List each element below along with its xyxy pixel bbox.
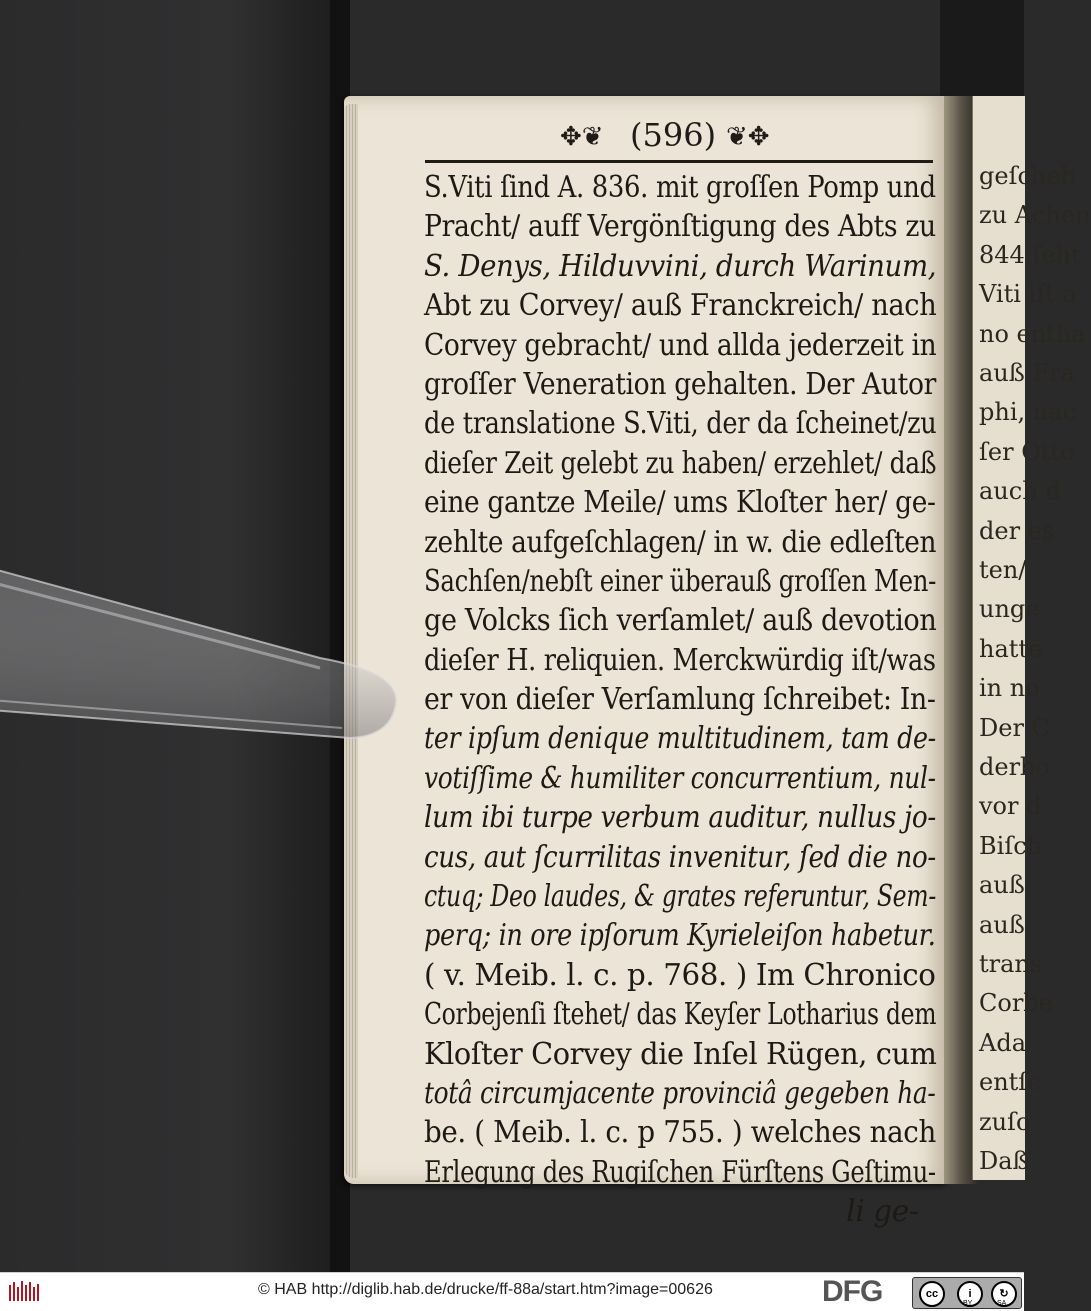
facing-page-line: trans — [979, 950, 1043, 978]
catchword: li ge- — [846, 1194, 919, 1230]
by-attribution-icon: i — [957, 1281, 983, 1307]
text-line: Pracht/ auff Vergönſtigung des Abts zu — [424, 209, 936, 245]
facing-page-line: auch d — [979, 477, 1061, 506]
dfg-logo: DFG — [822, 1275, 883, 1308]
text-line: Sachſen/nebſt einer überauß groſſen Men- — [424, 563, 937, 599]
ornament-left-icon: ✥❦ — [560, 122, 604, 152]
glass-page-weight-icon — [0, 560, 410, 750]
text-line: Corbejenſi ſtehet/ das Keyſer Lotharius dem — [424, 997, 937, 1033]
facing-page-line: ſer Otto — [979, 437, 1075, 466]
page-body-text — [424, 168, 944, 1232]
sa-share-alike-icon: ↻ — [991, 1281, 1017, 1307]
footer-bar — [0, 1272, 1024, 1311]
facing-page-line: ten/ — [979, 556, 1027, 584]
facing-page-line: entſc — [979, 1068, 1041, 1097]
text-line: zehlte aufgeſchlagen/ in w. die edleſten — [424, 524, 937, 560]
facing-page-line: hatte — [979, 634, 1043, 663]
text-line: er von dieſer Verſamlung ſchreibet: In- — [424, 682, 936, 718]
text-line: perq; in ore ipſorum Kyrieleiſon habetur. — [424, 918, 936, 954]
facing-page-line: Daß — [979, 1147, 1029, 1175]
facing-page-line: der es — [979, 516, 1055, 545]
text-line: totâ circumjacente provinciâ gegeben ha- — [424, 1075, 936, 1111]
facing-page-line: unge — [979, 595, 1040, 624]
ornament-right-icon: ❦✥ — [726, 122, 770, 152]
copyright-link[interactable]: © HAB http://diglib.hab.de/drucke/ff-88a/start.htm?image=00626 — [258, 1281, 713, 1298]
by-label: BY — [963, 1300, 973, 1307]
facing-page-line: Biſch — [979, 831, 1043, 860]
text-line: eine gantze Meile/ ums Kloſter her/ ge- — [424, 485, 936, 521]
header-rule — [425, 160, 933, 163]
facing-page-line: geſcheh — [979, 162, 1077, 190]
text-line: ter ipſum denique multitudinem, tam de- — [424, 721, 936, 757]
text-line: Corvey gebracht/ und allda jederzeit in — [424, 327, 937, 363]
text-line: dieſer Zeit gelebt zu haben/ erzehlet/ daß — [424, 445, 937, 481]
page-number: (596) — [630, 116, 717, 154]
facing-page-line: auß — [979, 910, 1025, 939]
facing-page-line: derbo — [979, 753, 1050, 781]
text-line: Kloſter Corvey die Inſel Rügen, cum — [424, 1036, 937, 1072]
text-line: Abt zu Corvey/ auß Franckreich/ nach — [424, 288, 937, 324]
text-line: S.Viti ſind A. 836. mit groſſen Pomp und — [424, 170, 936, 205]
text-line: groſſer Veneration gehalten. Der Autor — [424, 366, 936, 402]
facing-page-line: vor d — [979, 792, 1042, 821]
dark-backdrop-corner — [940, 0, 1024, 110]
cc-license-badge[interactable] — [912, 1277, 1022, 1309]
text-line: ctuq; Deo laudes, & grates referuntur, Sem- — [424, 879, 936, 915]
text-line: Erlegung des Rugiſchen Fürſtens Geſtimu- — [424, 1154, 936, 1190]
facing-page-line: Ada — [979, 1028, 1027, 1057]
facing-page-line: no entha — [979, 319, 1086, 348]
sa-label: SA — [997, 1300, 1007, 1307]
facing-page-line: phi, nac — [979, 398, 1076, 427]
text-line: dieſer H. reliquien. Merckwürdig iſt/was — [424, 642, 936, 678]
text-line: ( v. Meib. l. c. p. 768. ) Im Chronico — [424, 957, 936, 993]
text-line: S. Denys, Hilduvvini, durch Warinum, — [424, 248, 937, 284]
facing-page-line: 844.ſeht — [979, 240, 1081, 269]
facing-page-line: Viti iſt a — [979, 280, 1077, 309]
facing-page-fragment — [972, 96, 1091, 1180]
text-line: be. ( Meib. l. c. p 755. ) welches nach — [424, 1115, 936, 1151]
text-line: votiſſime & humiliter concurrentium, nul- — [424, 760, 936, 796]
cc-icon: cc — [919, 1281, 945, 1307]
facing-page-line: auß Fra — [979, 359, 1075, 387]
text-line: lum ibi turpe verbum auditur, nullus jo- — [424, 800, 936, 836]
facing-page-line: Corbe — [979, 989, 1053, 1018]
page-header — [420, 108, 940, 160]
facing-page-line: auß — [979, 871, 1025, 900]
facing-page-line: zu Achen — [979, 201, 1091, 230]
text-line: de translatione S.Viti, der da ſcheinet/zu — [424, 406, 937, 442]
text-line: cus, aut ſcurrilitas invenitur, ſed die no- — [424, 839, 936, 875]
facing-page-line: zuſo — [979, 1107, 1031, 1136]
facing-page-line: in no — [979, 674, 1040, 703]
hab-logo-icon — [8, 1279, 42, 1305]
facing-page-line: Der C — [979, 713, 1050, 742]
text-line: ge Volcks ſich verſamlet/ auß devotion — [424, 603, 937, 639]
